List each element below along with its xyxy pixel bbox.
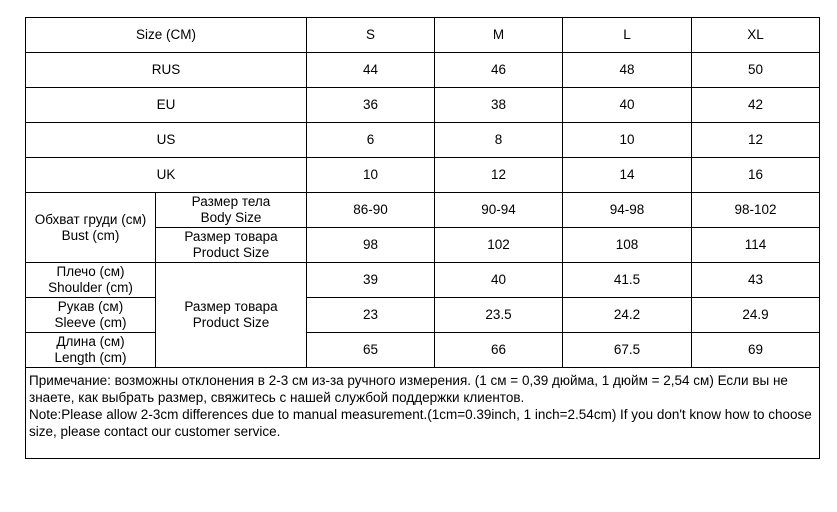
shoulder-label [26, 263, 156, 298]
uk-row [26, 158, 820, 193]
eu-s: 36 [307, 88, 435, 123]
shoulder-s: 39 [307, 263, 435, 298]
note-en: Note:Please allow 2-3cm differences due to manual measurement.(1cm=0.39inch, 1 inch=2.54cm) If you don't know how to choose size, please contact our customer service. [29, 407, 812, 439]
bust-product-xl: 114 [692, 228, 820, 263]
note-ru: Примечание: возможны отклонения в 2-3 см из-за ручного измерения. (1 см = 0,39 дюйма, 1 дюйм = 2,54 см) Если вы не знаете, как выбрать размер, свяжитесь с нашей службой поддержки клиентов. [29, 373, 788, 405]
bust-product-sub [156, 228, 307, 263]
eu-label: EU [26, 88, 307, 123]
product-size-group-ru: Размер товара [184, 299, 278, 314]
rus-row [26, 53, 820, 88]
shoulder-m: 40 [435, 263, 563, 298]
us-l: 10 [563, 123, 692, 158]
header-size-label: Size (CM) [26, 18, 307, 53]
shoulder-l: 41.5 [563, 263, 692, 298]
length-m: 66 [435, 333, 563, 368]
length-xl: 69 [692, 333, 820, 368]
shoulder-xl: 43 [692, 263, 820, 298]
us-s: 6 [307, 123, 435, 158]
sleeve-s: 23 [307, 298, 435, 333]
uk-xl: 16 [692, 158, 820, 193]
length-row [26, 333, 820, 368]
bust-label-en: Bust (cm) [61, 227, 120, 243]
measurement-note [26, 368, 820, 459]
us-m: 8 [435, 123, 563, 158]
rus-label: RUS [26, 53, 307, 88]
length-l: 67.5 [563, 333, 692, 368]
us-row [26, 123, 820, 158]
rus-xl: 50 [692, 53, 820, 88]
bust-product-l: 108 [563, 228, 692, 263]
length-s: 65 [307, 333, 435, 368]
bust-body-row [26, 193, 820, 228]
bust-product-sub-en: Product Size [192, 245, 270, 260]
product-size-group-en: Product Size [192, 315, 270, 330]
bust-product-sub-ru: Размер товара [184, 229, 278, 244]
sleeve-label-en: Sleeve (cm) [54, 315, 127, 330]
bust-body-l: 94-98 [563, 193, 692, 228]
shoulder-row [26, 263, 820, 298]
bust-label [26, 193, 156, 263]
sleeve-label-ru: Рукав (см) [57, 299, 124, 314]
header-size-xl: XL [692, 18, 820, 53]
us-xl: 12 [692, 123, 820, 158]
size-chart-table [25, 17, 820, 459]
shoulder-label-en: Shoulder (cm) [48, 280, 133, 295]
note-row [26, 368, 820, 459]
bust-body-s: 86-90 [307, 193, 435, 228]
product-size-group [156, 263, 307, 368]
bust-body-xl: 98-102 [692, 193, 820, 228]
length-label-en: Length (cm) [54, 350, 127, 365]
uk-m: 12 [435, 158, 563, 193]
sleeve-m: 23.5 [435, 298, 563, 333]
header-size-m: M [435, 18, 563, 53]
uk-label: UK [26, 158, 307, 193]
rus-m: 46 [435, 53, 563, 88]
bust-body-m: 90-94 [435, 193, 563, 228]
uk-l: 14 [563, 158, 692, 193]
rus-l: 48 [563, 53, 692, 88]
length-label [26, 333, 156, 368]
header-size-s: S [307, 18, 435, 53]
header-row [26, 18, 820, 53]
bust-product-s: 98 [307, 228, 435, 263]
eu-row [26, 88, 820, 123]
shoulder-label-ru: Плечо (см) [56, 264, 125, 279]
bust-label-ru: Обхват груди (см) [34, 211, 147, 227]
bust-body-sub-ru: Размер тела [191, 194, 271, 209]
rus-s: 44 [307, 53, 435, 88]
uk-s: 10 [307, 158, 435, 193]
sleeve-xl: 24.9 [692, 298, 820, 333]
eu-m: 38 [435, 88, 563, 123]
bust-body-sub-en: Body Size [200, 210, 262, 225]
eu-l: 40 [563, 88, 692, 123]
sleeve-label [26, 298, 156, 333]
bust-body-sub [156, 193, 307, 228]
header-size-l: L [563, 18, 692, 53]
us-label: US [26, 123, 307, 158]
eu-xl: 42 [692, 88, 820, 123]
length-label-ru: Длина (см) [56, 334, 125, 349]
sleeve-row [26, 298, 820, 333]
bust-product-m: 102 [435, 228, 563, 263]
sleeve-l: 24.2 [563, 298, 692, 333]
